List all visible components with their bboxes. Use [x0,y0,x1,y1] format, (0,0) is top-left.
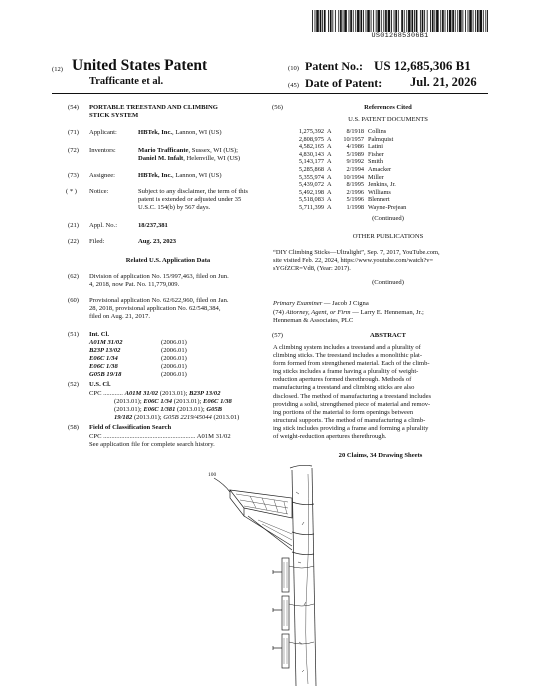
cite-num: 5,355,974 [298,173,324,181]
uscl-code: (52) [68,381,79,388]
cite-kind: A [327,204,332,211]
date-label: Date of Patent: [305,76,383,90]
assignee-name: HBTek, Inc. [138,172,173,179]
barcode [312,10,488,32]
patent-no-label: Patent No.: [305,59,363,73]
cite-kind: A [327,196,332,204]
cite-kind: A [327,143,332,151]
cite-num: 4,830,143 [298,150,324,158]
filed-value: Aug. 23, 2023 [138,238,177,245]
pub-line-1: “DIY Climbing Sticks—Ultralight”, Sep. 7, 2017, YouTube.com, [273,249,440,256]
cite-name: Latini [368,143,384,151]
citation-row [290,158,490,166]
climbing-sticks [273,558,314,668]
cite-kind: A [327,188,332,196]
title-line-1: PORTABLE TREESTAND AND CLIMBING [89,104,218,111]
uscl-line-1: CPC ............ A01M 31/02 (2013.01); B23P 13/02 [89,390,221,397]
applicant-code: (71) [68,129,79,136]
abstract-line: reduction apertures formed therethrough. Methods of [273,376,412,384]
intcl-label: Int. Cl. [89,331,109,338]
notice-line-1: Subject to any disclaimer, the term of this [138,188,248,195]
cite-name: Williams [368,188,391,196]
provisional-code: (60) [68,297,79,304]
refs-continued-1: (Continued) [372,215,404,222]
cite-date: 4/1986 [346,143,364,151]
cite-num: 5,492,198 [298,188,324,196]
citation-row [290,128,490,136]
field-label: Field of Classification Search [89,424,172,431]
intcl-code: (51) [68,331,79,338]
other-pubs-heading: OTHER PUBLICATIONS [352,233,424,240]
uscl-label: U.S. Cl. [89,381,111,388]
abstract-line: form formed from strengthened material. Each of the climb- [273,360,430,368]
citation-row [290,174,490,182]
cite-num: 2,808,975 [298,135,324,143]
header-country: United States Patent [72,57,208,74]
safety-rope [306,474,309,684]
treestand-platform [230,490,292,518]
cite-date: 9/1992 [346,158,364,166]
barcode-number: US012685306B1 [371,32,429,40]
cite-name: Collins [368,128,387,135]
assignee-code: (73) [68,172,79,179]
notice-line-3: U.S.C. 154(b) by 567 days. [138,204,211,211]
citation-row [290,204,490,212]
field-see-note: See application file for complete search history. [89,441,215,448]
abstract-code: (57) [272,332,283,339]
related-heading: Related U.S. Application Data [125,257,211,264]
cite-name: Miller [368,173,384,181]
cite-num: 1,275,392 [298,128,324,135]
uscl-line-4: 19/182 (2013.01); G05B 2219/45044 (2013.01) [114,414,240,421]
field-cpc: CPC ........................................................ A01M 31/02 [89,433,231,440]
cite-num: 5,143,177 [298,158,324,166]
cite-name: Amacker [368,166,392,173]
abstract-line: manufacturing a treestand and climbing sticks are also [273,384,415,392]
attorney-line-2: Henneman & Associates, PLC [273,317,354,324]
provisional-line-1: Provisional application No. 62/622,960, filed on Jan. [89,297,229,304]
cite-date: 5/1996 [346,196,364,204]
inventor-2-location: , Helenville, WI (US) [183,155,241,162]
applicant-label: Applicant: [89,129,117,136]
cite-date: 5/1989 [346,150,364,158]
citation-row [290,189,490,197]
provisional-line-3: filed on Aug. 21, 2017. [89,313,150,320]
uscl-line-3: (2013.01); E06C 1/381 (2013.01); G05B [114,406,223,413]
inventor-1-name: Mario Trafficante [138,147,189,154]
citation-row [290,166,490,174]
applicant-location: , Lannon, WI (US) [172,129,222,136]
appl-code: (21) [68,222,79,229]
cite-date: 8/1918 [346,128,364,135]
cite-name: Smith [368,158,384,166]
cite-name: Wayne-Prejean [368,204,407,211]
division-line-1: Division of application No. 15/997,463, filed on Jun. [89,273,229,280]
cite-date: 10/1957 [343,135,364,143]
citation-row [290,151,490,159]
abstract-line: disclosed. The method of manufacturing a treestand includes [273,392,431,400]
refs-subheading: U.S. PATENT DOCUMENTS [348,116,428,123]
date-value: Jul. 21, 2026 [410,75,477,89]
field-code: (58) [68,424,79,431]
header-rule [52,93,488,94]
patent-no-value: US 12,685,306 B1 [374,58,471,73]
filed-code: (22) [68,238,79,245]
abstract-line: ing portions of the material to form openings between [273,408,414,416]
cite-num: 5,285,868 [298,166,324,173]
citation-row [290,196,490,204]
cite-kind: A [327,135,332,143]
attorney-line-1: (74) Attorney, Agent, or Firm — Larry E. Henneman, Jr.; [273,309,424,316]
inventors-code: (72) [68,147,79,154]
refs-code: (56) [272,104,283,111]
assignee-label: Assignee: [89,172,116,179]
cite-date: 1/1998 [346,204,364,211]
cite-date: 10/1994 [343,173,364,181]
cite-num: 5,711,399 [299,204,324,211]
cite-kind: A [327,128,332,135]
cite-date: 8/1995 [346,181,364,189]
pub-line-3: sYGfZCR=Vd8, (Year: 2017). [273,265,351,272]
patent-no-code: (10) [288,65,299,72]
doc-kind-code: (12) [52,66,63,73]
refs-continued-2: (Continued) [372,279,404,286]
refs-heading: References Cited [364,104,412,111]
division-line-2: 4, 2018, now Pat. No. 11,779,009. [89,281,180,288]
abstract-line: structural supports. The method of manufacturing a climb- [273,416,426,424]
notice-code: ( * ) [66,188,77,195]
pub-line-2: site visited Feb. 22, 2024, https://www.youtube.com/watch?v= [273,257,434,264]
filed-label: Filed: [89,238,105,245]
assignee-location: , Lannon, WI (US) [172,172,222,179]
title-line-2: STICK SYSTEM [89,112,139,119]
abstract-heading: ABSTRACT [370,332,406,339]
cite-name: Palmquist [368,135,394,143]
cite-kind: A [327,166,332,173]
cite-date: 2/1996 [346,188,364,196]
cite-name: Blennert [368,196,390,204]
inventor-2-name: Daniel M. Infalt [138,155,184,162]
cite-num: 4,582,165 [298,143,324,151]
title-code: (54) [68,104,79,111]
cite-name: Jenkins, Jr. [368,181,396,189]
representative-drawing [200,462,390,688]
cite-kind: A [327,181,332,189]
notice-label: Notice: [89,188,109,195]
cite-num: 5,439,072 [298,181,324,189]
abstract-line: of weight-reduction apertures therethrough. [273,433,387,441]
citation-row [290,143,490,151]
examiner: Primary Examiner — Jacob J Cigna [273,300,369,307]
date-code: (45) [288,82,299,89]
notice-line-2: patent is extended or adjusted under 35 [138,196,242,203]
inventors-label: Inventors: [89,147,116,154]
provisional-line-2: 28, 2018, provisional application No. 62/548,384, [89,305,221,312]
division-code: (62) [68,273,79,280]
appl-value: 18/237,381 [138,222,168,229]
citation-row [290,181,490,189]
inventor-1-location: , Sussex, WI (US); [188,147,238,154]
abstract-line: A climbing system includes a treestand and a plurality of [273,344,421,351]
drawing-ref-label: 100 [208,472,217,478]
cite-kind: A [327,158,332,166]
header-inventors: Trafficante et al. [89,76,164,87]
abstract-line: ing stick includes providing a frame and forming a plurality [273,424,429,432]
cite-kind: A [327,150,332,158]
citation-row [290,136,490,144]
cite-date: 2/1994 [346,166,364,173]
uscl-line-2: (2013.01); E06C 1/34 (2013.01); E06C 1/38 [114,398,232,405]
abstract-body [273,344,488,441]
cite-num: 5,518,083 [298,196,324,204]
appl-label: Appl. No.: [89,222,118,229]
tree-trunk [290,465,316,686]
abstract-line: providing a solid, strengthened piece of material and remov- [273,400,431,408]
cite-name: Fisher [368,150,384,158]
claims-summary: 20 Claims, 34 Drawing Sheets [338,452,423,459]
abstract-line: climbing sticks. The treestand includes a monolithic plat- [273,352,422,360]
cite-kind: A [327,173,332,181]
ref-leader-line [214,478,230,492]
applicant-name: HBTek, Inc. [138,129,173,136]
abstract-line: ing sticks includes a frame having a plurality of weight- [273,368,419,376]
